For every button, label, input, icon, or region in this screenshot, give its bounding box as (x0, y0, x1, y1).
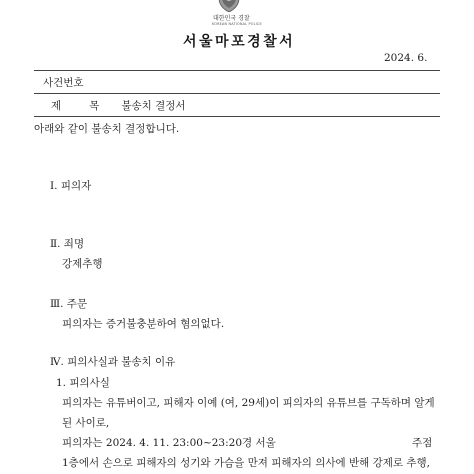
facts-line-3: 피의자는 2024. 4. 11. 23:00~23:20경 서울 (62, 437, 276, 449)
section-charge-heading: Ⅱ. 죄명 (50, 238, 85, 250)
divider-subject (34, 116, 440, 117)
section-facts-heading: Ⅳ. 피의사실과 불송치 이유 (50, 356, 176, 368)
subject-row (51, 100, 186, 113)
section-suspect-heading: Ⅰ. 피의자 (50, 180, 92, 192)
document-date: 2024. 6. (384, 52, 428, 64)
document-title: 서울마포경찰서 (183, 34, 296, 50)
divider-top (34, 70, 440, 71)
intro-text: 아래와 같이 불송치 결정합니다. (34, 123, 180, 135)
facts-line-4: 1층에서 손으로 피해자의 성기와 가슴을 만져 피해자의 의사에 반해 강제로 추행, (62, 457, 430, 469)
police-emblem-icon (218, 0, 240, 12)
agency-caption: 대한민국 경찰 (213, 15, 250, 22)
subject-label-right: 목 (89, 100, 100, 112)
subject-label-left: 제 (51, 100, 62, 112)
section-disposition-body: 피의자는 증거불충분하여 혐의없다. (62, 318, 225, 330)
case-number-label: 사건번호 (43, 77, 84, 89)
section-charge-body: 강제추행 (62, 258, 103, 270)
divider-case (34, 93, 440, 94)
agency-caption-en: KOREAN NATIONAL POLICE (212, 22, 262, 26)
section-facts-subheading: 1. 피의사실 (56, 377, 110, 389)
facts-line-2: 된 사이로, (62, 417, 110, 429)
facts-trailing-word: 주점 (412, 437, 433, 449)
facts-line-1: 피의자는 유튜버이고, 피해자 이예 (여, 29세)이 피의자의 유튜브를 구독하며 알게 (62, 397, 435, 409)
subject-value: 불송치 결정서 (121, 100, 186, 112)
section-disposition-heading: Ⅲ. 주문 (50, 298, 88, 310)
